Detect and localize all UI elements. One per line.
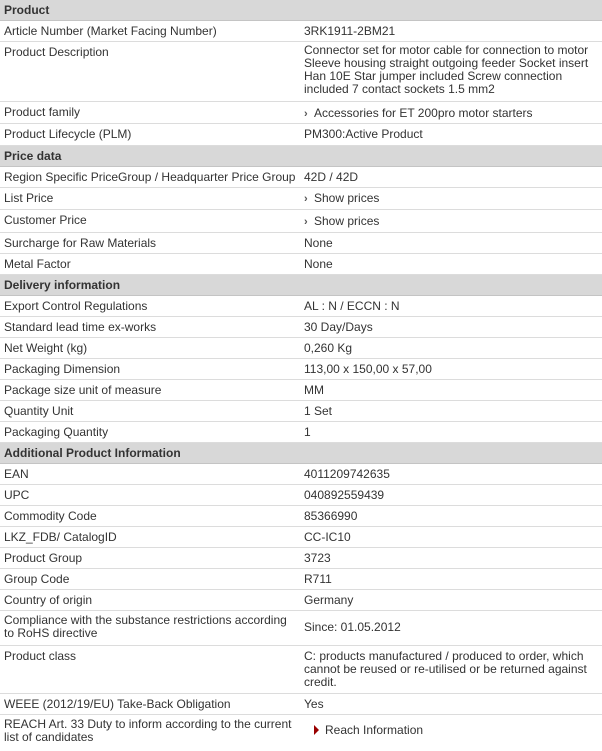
product-family-label: Accessories for ET 200pro motor starters <box>314 106 533 120</box>
row-label: Package size unit of measure <box>4 383 162 397</box>
table-row <box>0 464 602 485</box>
row-value: Germany <box>304 593 354 607</box>
row-label: Commodity Code <box>4 509 97 523</box>
table-row <box>0 233 602 254</box>
table-row <box>0 124 602 146</box>
row-value: R711 <box>304 572 332 586</box>
row-label: Quantity Unit <box>4 404 74 418</box>
table-row <box>0 422 602 443</box>
table-row <box>0 611 602 646</box>
row-value: MM <box>304 383 324 397</box>
table-row <box>0 254 602 275</box>
row-label: Country of origin <box>4 593 93 607</box>
row-label: Packaging Dimension <box>4 362 121 376</box>
reach-information-link[interactable] <box>300 715 602 750</box>
row-value: Yes <box>304 697 324 711</box>
table-row <box>0 21 602 42</box>
row-value: 3RK1911-2BM21 <box>304 24 396 38</box>
table-row <box>0 338 602 359</box>
table-row <box>0 506 602 527</box>
row-label: Article Number (Market Facing Number) <box>4 24 217 38</box>
row-label: Standard lead time ex-works <box>4 320 157 334</box>
row-label: Product class <box>4 649 77 663</box>
table-row <box>0 296 602 317</box>
triangle-right-icon <box>314 725 319 735</box>
table-row <box>0 42 602 102</box>
row-value: 0,260 Kg <box>304 341 353 355</box>
table-row <box>0 646 602 694</box>
row-label: Export Control Regulations <box>4 299 148 313</box>
table-row <box>0 527 602 548</box>
row-label: Product family <box>4 105 81 119</box>
row-label: Net Weight (kg) <box>4 341 88 355</box>
section-header-additional: Additional Product Information <box>0 443 602 464</box>
customer-price-link[interactable] <box>300 210 602 232</box>
row-label: Product Description <box>4 45 109 59</box>
row-value: C: products manufactured / produced to order, which cannot be reused or re-utilised or be returned against credit. <box>304 649 587 689</box>
chevron-right-icon: › <box>304 193 308 205</box>
row-label: LKZ_FDB/ CatalogID <box>4 530 117 544</box>
section-header-delivery: Delivery information <box>0 275 602 296</box>
table-row <box>0 359 602 380</box>
section-header-price: Price data <box>0 146 602 167</box>
table-row <box>0 548 602 569</box>
table-row <box>0 102 602 124</box>
row-value: CC-IC10 <box>304 530 351 544</box>
row-value: 4011209742635 <box>304 467 390 481</box>
row-label: Metal Factor <box>4 257 71 271</box>
row-value: AL : N / ECCN : N <box>304 299 400 313</box>
row-value: 42D / 42D <box>304 170 359 184</box>
row-value: 85366990 <box>304 509 358 523</box>
row-value: None <box>304 236 333 250</box>
table-row <box>0 167 602 188</box>
row-label: Surcharge for Raw Materials <box>4 236 157 250</box>
row-value: Since: 01.05.2012 <box>304 620 401 634</box>
chevron-right-icon: › <box>304 108 308 120</box>
row-label: List Price <box>4 191 54 205</box>
product-family-link[interactable] <box>300 102 602 123</box>
customer-price-label: Show prices <box>314 214 380 228</box>
row-label: Product Group <box>4 551 83 565</box>
table-row <box>0 380 602 401</box>
list-price-link[interactable] <box>300 188 602 209</box>
list-price-label: Show prices <box>314 191 380 205</box>
row-value: 040892559439 <box>304 488 385 502</box>
reach-information-label: Reach Information <box>325 723 424 737</box>
row-label: UPC <box>4 488 30 502</box>
table-row <box>0 715 602 750</box>
table-row <box>0 569 602 590</box>
table-row <box>0 401 602 422</box>
table-row <box>0 317 602 338</box>
row-label: WEEE (2012/19/EU) Take-Back Obligation <box>4 697 231 711</box>
row-value: 113,00 x 150,00 x 57,00 <box>304 362 432 376</box>
row-label: Product Lifecycle (PLM) <box>4 127 132 141</box>
row-label: Compliance with the substance restrictions according to RoHS directive <box>4 613 287 640</box>
row-label: Packaging Quantity <box>4 425 109 439</box>
row-value: 30 Day/Days <box>304 320 373 334</box>
row-label: Region Specific PriceGroup / Headquarter Price Group <box>4 170 296 184</box>
table-row <box>0 694 602 715</box>
row-label: REACH Art. 33 Duty to inform according to the current list of candidates <box>4 717 292 744</box>
row-value: 1 <box>304 425 311 439</box>
table-row <box>0 210 602 233</box>
row-value: PM300:Active Product <box>304 127 423 141</box>
row-value: 3723 <box>304 551 331 565</box>
row-label: Group Code <box>4 572 70 586</box>
row-label: Customer Price <box>4 213 87 227</box>
chevron-right-icon: › <box>304 216 308 228</box>
row-label: EAN <box>4 467 29 481</box>
section-header-product: Product <box>0 0 602 21</box>
row-value: Connector set for motor cable for connection to motor Sleeve housing straight outgoing feeder Socket insert Han 10E Star jumper included Screw connection included 7 contact sockets 1.5 mm2 <box>304 43 589 96</box>
table-row <box>0 188 602 210</box>
table-row <box>0 590 602 611</box>
row-value: 1 Set <box>304 404 333 418</box>
row-value: None <box>304 257 333 271</box>
table-row <box>0 485 602 506</box>
